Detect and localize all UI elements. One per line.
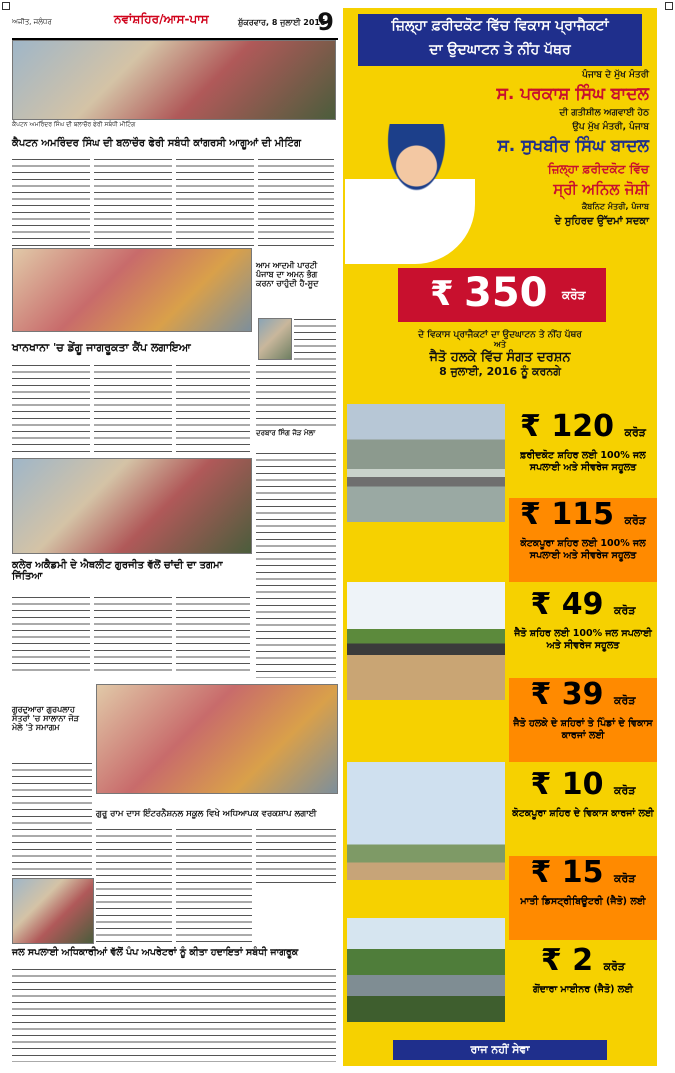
chip-unit: ਕਰੋੜ [614,872,636,885]
headline-dengue: ਖਾਨਖਾਨਾ 'ਚ ਡੇਂਗੂ ਜਾਗਰੂਕਤਾ ਕੈਂਪ ਲਗਾਇਆ [12,341,191,354]
article-text [96,826,172,942]
headline-workshop: ਗੁਰੂ ਰਾਮ ਦਾਸ ਇੰਟਰਨੈਸ਼ਨਲ ਸਕੂਲ ਵਿਖੇ ਅਧਿਆਪਕ ਵਰਕਸ਼ਾਪ ਲਗਾਈ [96,809,317,819]
project-chip [509,498,657,582]
road-construction-photo [347,582,505,700]
rupee-icon: ₹ [430,274,454,314]
article-text [176,156,254,246]
athlete-photo [12,458,252,554]
total-amount: 350 [464,270,548,316]
chip-unit: ਕਰੋੜ [614,784,636,797]
inaug-line1: ਦੇ ਵਿਕਾਸ ਪ੍ਰਾਜੈਕਟਾਂ ਦਾ ਉਦਘਾਟਨ ਤੇ ਨੀਂਹ ਪੱਥਰ [418,330,582,340]
registration-mark [2,2,10,10]
chip-desc: ਫ਼ਰੀਦਕੋਟ ਸ਼ਹਿਰ ਲਈ 100% ਜਲ ਸਪਲਾਈ ਅਤੇ ਸੀਵਰੇਜ ਸਹੂਲਤ [520,450,646,473]
chip-unit: ਕਰੋੜ [614,604,636,617]
school-photo [96,684,338,794]
minister-tag: ਦੇ ਸੁਹਿਰਦ ਉੱਦਮਾਂ ਸਦਕਾ [554,216,649,227]
camp-photo [12,248,252,332]
article-text [94,362,172,454]
registration-mark [665,2,673,10]
chip-amount: ₹ 115 [520,497,614,532]
chip-unit: ਕਰੋੜ [624,514,646,527]
group-photo [12,40,336,120]
dcm-name: ਸ. ਸੁਖਬੀਰ ਸਿੰਘ ਬਾਦਲ [497,136,649,156]
total-amount-banner [398,268,606,322]
district-label: ਜ਼ਿਲ੍ਹਾ ਫ਼ਰੀਦਕੋਟ ਵਿੱਚ [547,162,649,176]
sub-headline: ਦਰਬਾਰ ਸਿੰਗ ਜੋੜ ਮੇਲਾ [256,429,316,437]
page-number: 9 [317,8,334,36]
chip-unit: ਕਰੋੜ [614,694,636,707]
project-chip [509,944,657,1028]
ad-slogan: ਰਾਜ ਨਹੀਂ ਸੇਵਾ [393,1040,607,1060]
chip-amount: ₹ 2 [540,943,594,978]
inaug-line3: 8 ਜੁਲਾਈ, 2016 ਨੂੰ ਕਰਨਗੇ [439,365,561,378]
cm-label: ਪੰਜਾਬ ਦੇ ਮੁੱਖ ਮੰਤਰੀ [582,70,649,80]
article-text [12,362,90,454]
project-chip [509,588,657,672]
total-unit: ਕਰੋੜ [562,288,586,302]
ad-title-line2: ਦਾ ਉਦਘਾਟਨ ਤੇ ਨੀਂਹ ਪੱਥਰ [429,42,571,58]
minister-name: ਸ੍ਰੀ ਅਨਿਲ ਜੋਸ਼ੀ [553,180,649,198]
headline-silver-medal: ਕਲੇਰ ਅਕੈਡਮੀ ਦੇ ਐਥਲੀਟ ਗੁਰਜੀਤ ਵੱਲੋਂ ਚਾਂਦੀ ਦਾ ਤਗਮਾ ਜਿੱਤਿਆ [12,560,223,582]
chip-amount: ₹ 49 [530,587,604,622]
chip-amount: ₹ 39 [530,677,604,712]
chip-desc: ਗੋਂਦਾਰਾ ਮਾਈਨਰ (ਜੈਤੋ) ਲਈ [533,984,633,995]
article-text [294,316,336,360]
water-treatment-photo [347,404,505,522]
header-place: ਅਜੀਤ, ਜਲੰਧਰ [12,18,52,26]
dcm-label: ਉਪ ਮੁੱਖ ਮੰਤਰੀ, ਪੰਜਾਬ [572,122,649,132]
chip-desc: ਜੈਤੋ ਸ਼ਹਿਰ ਲਈ 100% ਜਲ ਸਪਲਾਈ ਅਤੇ ਸੀਵਰੇਜ ਸਹੂਲਤ [514,628,652,651]
chip-amount: ₹ 10 [530,767,604,802]
article-text [176,826,252,942]
inaug-line2: ਜੈਤੋ ਹਲਕੇ ਵਿੱਚ ਸੰਗਤ ਦਰਸ਼ਨ [429,350,571,365]
header-section: ਨਵਾਂਸ਼ਹਿਰ/ਆਸ-ਪਾਸ [114,12,209,26]
canal-photo [347,918,505,1022]
minister-role: ਕੈਬਨਿਟ ਮੰਤਰੀ, ਪੰਜਾਬ [581,202,649,211]
water-tank-photo [347,762,505,880]
article-text [256,362,336,426]
leader-portrait [345,124,475,264]
headline-meeting: ਕੈਪਟਨ ਅਮਰਿੰਦਰ ਸਿੰਘ ਦੀ ਬਲਾਚੌਰ ਫੇਰੀ ਸਬੰਧੀ ਕਾਂਗਰਸੀ ਆਗੂਆਂ ਦੀ ਮੀਟਿੰਗ [12,138,301,149]
headline-gurdwara: ਗੁਰਦੁਆਰਾ ਗੁਰਪਲਾਹ ਸੋਤਰਾਂ 'ਚ ਸਾਲਾਨਾ ਜੋੜ ਮੇਲੇ 'ਤੇ ਸਮਾਗਮ [12,705,79,732]
photo-caption: ਕੈਪਟਨ ਅਮਰਿੰਦਰ ਸਿੰਘ ਦੀ ਬਲਾਚੌਰ ਫੇਰੀ ਸਬੰਧੀ ਮੀਟਿੰਗ [12,121,136,128]
article-text [94,156,172,246]
ad-title [358,14,642,66]
header-date: ਸ਼ੁੱਕਰਵਾਰ, 8 ਜੁਲਾਈ 2016 [238,18,326,27]
project-chip [509,856,657,940]
article-text [176,594,250,672]
chip-desc: ਮਾਤੀ ਡਿਸਟ੍ਰੀਬਿਊਟਰੀ (ਜੈਤੋ) ਲਈ [520,896,646,907]
article-text [258,156,334,246]
article-text [256,826,336,886]
chip-desc: ਕੋਟਕਪੂਰਾ ਸ਼ਹਿਰ ਦੇ ਵਿਕਾਸ ਕਾਰਜਾਂ ਲਈ [512,808,654,819]
cm-tag: ਦੀ ਗਤੀਸ਼ੀਲ ਅਗਵਾਈ ਹੇਠ [559,108,649,118]
chip-desc: ਜੈਤੋ ਹਲਕੇ ਦੇ ਸ਼ਹਿਰਾਂ ਤੇ ਪਿੰਡਾਂ ਦੇ ਵਿਕਾਸ ਕਾਰਜਾਂ ਲਈ [513,718,653,741]
cm-name: ਸ. ਪਰਕਾਸ਼ ਸਿੰਘ ਬਾਦਲ [496,84,649,104]
article-text [12,156,90,246]
staff-photo [12,878,94,944]
headline-water-supply: ਜਲ ਸਪਲਾਈ ਅਧਿਕਾਰੀਆਂ ਵੱਲੋਂ ਪੰਪ ਅਪਰੇਟਰਾਂ ਨੂੰ ਕੀਤਾ ਹਦਾਇਤਾਂ ਸਬੰਧੀ ਜਾਗਰੂਕ [12,947,299,958]
article-text [176,362,250,454]
article-text [12,594,90,672]
portrait-photo [258,318,292,360]
government-advertisement [343,8,657,1066]
page-header [12,10,338,40]
side-headline-aap: ਆਮ ਆਦਮੀ ਪਾਰਟੀ ਪੰਜਾਬ ਦਾ ਅਮਨ ਭੰਗ ਕਰਨਾ ਚਾਹੁੰਦੀ ਹੈ-ਸੂਦ [256,261,319,288]
project-chip [509,768,657,852]
chip-desc: ਕੋਟਕਪੂਰਾ ਸ਼ਹਿਰ ਲਈ 100% ਜਲ ਸਪਲਾਈ ਅਤੇ ਸੀਵਰੇਜ ਸਹੂਲਤ [520,538,646,561]
article-text [256,450,336,678]
project-chip [509,410,657,494]
project-chip [509,678,657,762]
inauguration-text [343,330,657,379]
inaug-and: ਅਤੇ [494,340,506,349]
ad-title-line1: ਜ਼ਿਲ੍ਹਾ ਫ਼ਰੀਦਕੋਟ ਵਿੱਚ ਵਿਕਾਸ ਪ੍ਰਾਜੈਕਟਾਂ [391,18,609,34]
article-text [94,594,172,672]
chip-amount: ₹ 15 [530,855,604,890]
chip-unit: ਕਰੋੜ [603,960,626,973]
chip-amount: ₹ 120 [520,409,614,444]
chip-unit: ਕਰੋੜ [624,426,646,439]
article-text [12,966,336,1062]
